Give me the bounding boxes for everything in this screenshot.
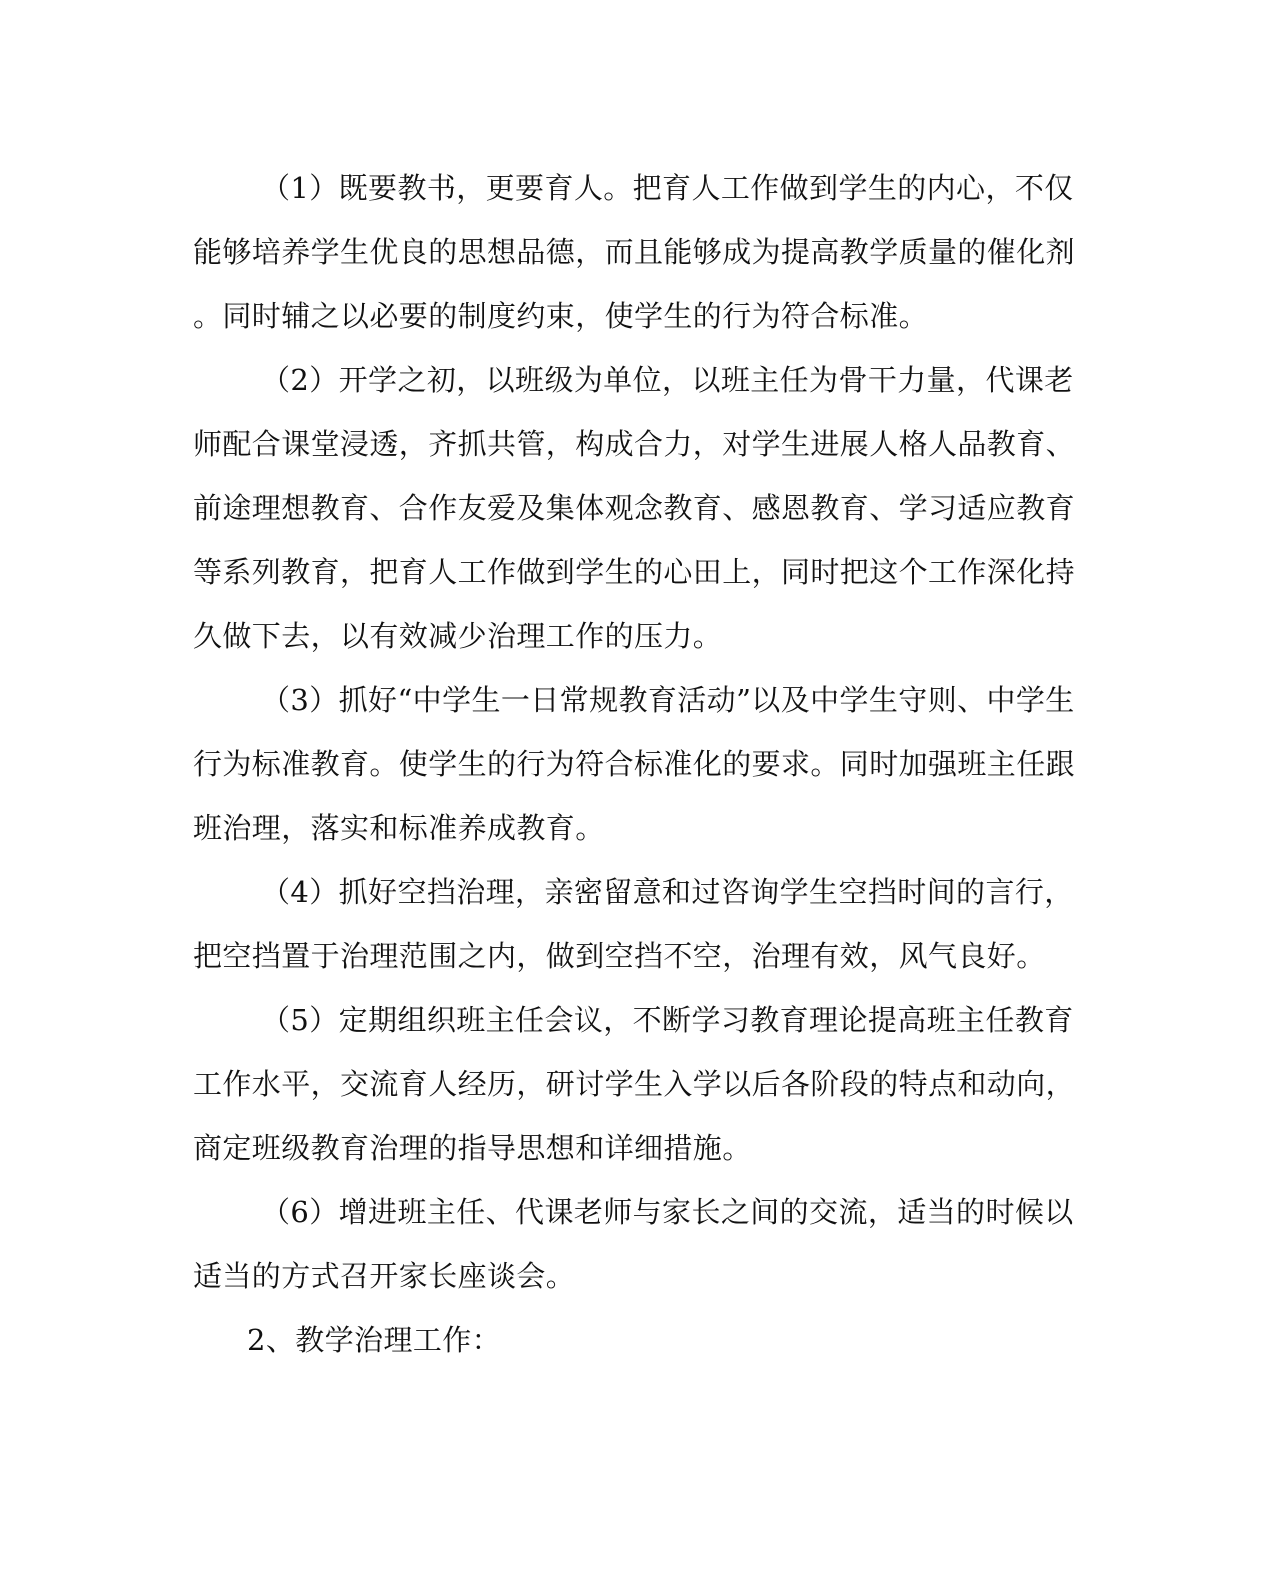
paragraph-2-line-1: （2）开学之初，以班级为单位，以班主任为骨干力量，代课老 (261, 363, 1074, 397)
paragraph-2-line-4: 等系列教育，把育人工作做到学生的心田上，同时把这个工作深化持 (193, 555, 1076, 589)
paragraph-4-line-2: 把空挡置于治理范围之内，做到空挡不空，治理有效，风气良好。 (193, 939, 1046, 973)
paragraph-3-line-1: （3）抓好“中学生一日常规教育活动”以及中学生守则、中学生 (261, 683, 1075, 717)
paragraph-1-line-3: 。同时辅之以必要的制度约束，使学生的行为符合标准。 (193, 299, 929, 333)
paragraph-3-line-2: 行为标准教育。使学生的行为符合标准化的要求。同时加强班主任跟 (193, 747, 1076, 781)
paragraph-5-line-3: 商定班级教育治理的指导思想和详细措施。 (193, 1131, 752, 1165)
paragraph-2-line-5: 久做下去，以有效减少治理工作的压力。 (193, 619, 723, 653)
paragraph-1-line-2: 能够培养学生优良的思想品德，而且能够成为提高教学质量的催化剂 (193, 235, 1076, 269)
paragraph-6-line-2: 适当的方式召开家长座谈会。 (193, 1259, 576, 1293)
paragraph-4-line-1: （4）抓好空挡治理，亲密留意和过咨询学生空挡时间的言行， (261, 875, 1074, 909)
paragraph-6-line-1: （6）增进班主任、代课老师与家长之间的交流，适当的时候以 (261, 1195, 1074, 1229)
paragraph-2-line-3: 前途理想教育、合作友爱及集体观念教育、感恩教育、学习适应教育 (193, 491, 1076, 525)
paragraph-3-line-3: 班治理，落实和标准养成教育。 (193, 811, 605, 845)
paragraph-2-line-2: 师配合课堂浸透，齐抓共管，构成合力，对学生进展人格人品教育、 (193, 427, 1076, 461)
paragraph-5-line-2: 工作水平，交流育人经历，研讨学生入学以后各阶段的特点和动向， (193, 1067, 1076, 1101)
paragraph-5-line-1: （5）定期组织班主任会议，不断学习教育理论提高班主任教育 (261, 1003, 1074, 1037)
section-heading: 2、教学治理工作： (247, 1323, 502, 1357)
paragraph-1-line-1: （1）既要教书，更要育人。把育人工作做到学生的内心，不仅 (261, 171, 1074, 205)
